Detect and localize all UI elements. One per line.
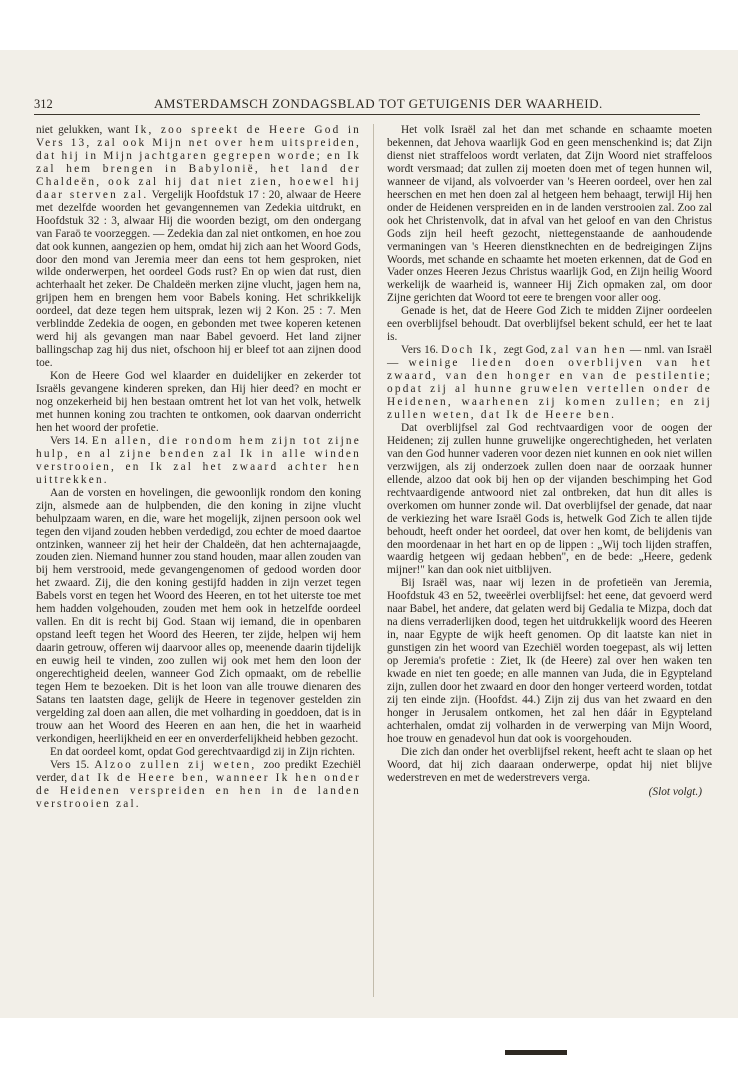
spaced-quotation: Alzoo zullen zij weten, [94, 758, 264, 771]
page-number: 312 [34, 97, 53, 111]
end-rule [505, 1050, 567, 1055]
paragraph: En dat oordeel komt, opdat God gerechtvaardigd zij in Zijn richten. [50, 745, 355, 758]
spaced-quotation: weinige lieden doen overblijven van het zwaard, van den honger en van de pestilentie; opdat zij al hunne gruwelen vertellen onder de Heidenen, waarhenen zij komen zullen; en zij zullen weten, dat Ik de Heere ben. [387, 357, 712, 421]
verse-paragraph: Vers 14. En allen, die rondom hem zijn tot zijne hulp, en al zijne benden zal Ik in alle winden verstrooien, en Ik zal het zwaard achter hen uittrekken. [36, 434, 361, 486]
verse-paragraph: Vers 15. Alzoo zullen zij weten, zoo predikt Ezechiël verder, dat Ik de Heere ben, wanneer Ik hen onder de Heidenen verspreiden en hen in de landen verstrooien zal. [36, 758, 362, 810]
spaced-quotation: Ik, zoo spreekt de Heere God in Vers 13, [36, 124, 362, 149]
paragraph: Bij Israël was, naar wij lezen in de profetieën van Jeremia, Hoofdstuk 43 en 52, tweeërlei overblijfsel: het eene, dat gevoerd werd naar Babel, het andere, dat gelaten werd bij Gedalia te Mizpa, doch dat na diens verraderlijken dood, tegen het uitdrukkelijk woord des Heeren in, naar Egypte de wijk heeft genomen. Op dit laatste kan niet in gunstigen zin het woord van Ezechiël worden toegepast, als wij letten op Jeremia's profetie : Ziet, Ik (de Heere) zal over hen waken ten kwade en niet ten goede; en alle mannen van Juda, die in Egypteland zijn, zullen door het zwaard en door den honger verteerd worden, totdat zij ten einde zijn. (Hoofdst. 44.) Zijn zij dus van het zwaard en den honger in Jerusalem ontkomen, het zal hen dáár in Egypteland achterhalen, omdat zij volharden in de verwerping van Mijn Woord, hoe trouw en genadevol hun dat ook is voorgehouden. [387, 577, 712, 745]
header-rule [34, 114, 700, 115]
spaced-quotation: dat Ik de Heere ben, wanneer Ik hen onder de Heidenen verspreiden en hen in de landen verstrooien zal. [36, 771, 362, 810]
paragraph: Kon de Heere God wel klaarder en duidelijker en zekerder tot Israëls gevangene kinderen spreken, dan Hij hier deed? en mocht er nog onzekerheid bij hen bestaan omtrent het lot van het volk, hetwelk met hunnen koning zou trachten te ontkomen, ook daarvan onderricht hen het woord der profetie. [36, 370, 361, 434]
spaced-quotation: zal van hen [550, 344, 627, 357]
verse-paragraph: Vers 16. Doch Ik, zegt God, zal van hen — nml. van Israël — weinige lieden doen overblijven van het zwaard, van den honger en van de pestilentie; opdat zij al hunne gruwelen vertellen onder de Heidenen, waarhenen zij komen zullen; en zij zullen weten, dat Ik de Heere ben. [387, 344, 713, 421]
right-column [387, 124, 712, 799]
left-column [36, 124, 361, 811]
paragraph: Dat overblijfsel zal God rechtvaardigen voor de oogen der Heidenen; zij zullen hunne gruwelijke ongerechtigheden, het verlaten van den God hunner vaderen voor dezen niet kunnen en ook niet willen verzwijgen, als zij onderzoek zullen doen naar de oorzaak hunner ellende, alzoo dat ook bij hen op der vijanden beschimping het God rechtvaardigende antwoord niet zal ontbreken, dat hun dit alles is overkomen om hunner zonde wil. Dat overblijfsel der genade, dat naar de verkiezing het ware Israël Gods is, hetwelk God Zich te allen tijde behoudt, heeft onder het oordeel, dat over hen komt, de belijdenis van den moordenaar in het hart en op de lippen : „Wij toch lijden straffen, waardig hetgeen wij gedaan hebben", en de bede: „Heere, gedenk mijner!" kan dan ook niet uitblijven. [387, 421, 712, 577]
paragraph: Het volk Israël zal het dan met schande en schaamte moeten bekennen, dat Jehova waarlijk God en geen menschenkind is; dat Zijn dienst niet straffeloos wordt verlaten, dat Zijn Woord niet straffeloos wordt versmaad; dat zullen zij moeten doen met of tegen hunnen wil, wanneer de vijand, als volvoerder van 's Heeren oordeel, over hen zal heerschen en met hen doen zal al hetgeen hem behaagt, terwijl Hij hen onder de Heidenen verspreiden en in de landen verstrooien zal. Zoo zal ook het Christenvolk, dat in afval van het geloof en van den Christus Gods zijn heil heeft gezocht, niettegenstaande de aanhoudende vermaningen van 's Heeren dienstknechten en de bedreigingen Zijns Woords, met schande en schaamte het moeten erkennen, dat de God en Vader onzes Heeren Jezus Christus waarlijk God, en Zijn heilig Woord werkelijk de waarheid is, wanneer Hij Zich opmaken zal, om door Zijne gerichten dat Woord tot eere te brengen voor aller oog. [387, 124, 712, 305]
column-divider [373, 124, 374, 997]
paragraph: Aan de vorsten en hovelingen, die gewoonlijk rondom den koning zijn, alsmede aan de hulpbenden, die den koning in zijne vlucht behulpzaam waren, en die, ware het mogelijk, zijnen persoon ook wel tegen den vijand zouden hebben verdedigd, zou echter de moed daartoe ontzinken, wanneer zij het heir der Chaldeën, dat hen achternajaagde, zouden zien. Niemand hunner zou stand houden, maar allen zouden van bij hem verstrooid, mede gevangengenomen of gedood worden door het zwaard. Zij, die den koning gestijfd hadden in zijn verzet tegen Babels vorst en tegen het Woord des Heeren, en tot het uiterste toe met hem hadden volgehouden, zouden met hem ook in hetzelfde oordeel vallen. En dit is recht bij God. Staan wij iemand, die in openbaren opstand leeft tegen het Woord des Heeren, ter zijde, helpen wij hem daarin getrouw, offeren wij daarvoor alles op, meenende daarin tijdelijk en euwig heil te vinden, zoo zullen wij ook met hem den loon der ongerechtigheid deelen, wanneer God Zich opmaakt, om de rebellie tegen Hem te bezoeken. Dit is het loon van alle trouwe dienaren des Satans ten laatsten dage, gelijk de Heere in tegenover gestelden zin vergelding zal doen aan allen, die met volharding in goeddoen, dat is in trouw aan het Woord des Heeren en aan hen, die het in waarheid verkondigen, heerlijkheid en eer en onverderfelijkheid hebben gezocht. [36, 486, 361, 745]
spaced-quotation: Doch Ik, [441, 344, 504, 357]
paragraph: niet gelukken, want Ik, zoo spreekt de Heere God in Vers 13, zal ook Mijn net over hem uitspreiden, dat hij in Mijn jachtgaren gegrepen worde; en Ik zal hem brengen in Babylonië, het land der Chaldeën, ook zal hij dat niet zien, hoewel hij daar sterven zal. Vergelijk Hoofdstuk 17 : 20, alwaar de Heere met dezelfde woorden het gevangennemen van Zedekia uitdrukt, en Hoofdstuk 32 : 3, alwaar Hij die woorden bezigt, om den ondergang van Faraö te voorzeggen. — Zedekia dan zal niet ontkomen, en hoe zou dat ook kunnen, aangezien op hem, omdat hij zich aan het Woord Gods, door den mond van Jeremia meer dan eens tot hem gesproken, niet wilde onderwerpen, het oordeel Gods rust? En op wien dat rust, dien achterhaalt het zeker. De Chaldeën merken zijne vlucht, jagen hem na, grijpen hem en brengen hem voor Babels koning. Het schrikkelijk oordeel, dat deze tegen hem uitsprak, lezen wij 2 Kon. 25 : 7. Men verblindde Zedekia de oogen, en gebonden met twee koperen ketenen werd hij als gevangen man naar Babel gevoerd. Het land zijner ballingschap zag hij dus niet, ofschoon hij er bleef tot aan zijnen dood toe. [36, 124, 362, 370]
paragraph: Genade is het, dat de Heere God Zich te midden Zijner oordeelen een overblijfsel behoudt. Dat overblijfsel bekent schuld, eer het te laat is. [387, 305, 712, 344]
sign-off: (Slot volgt.) [648, 785, 702, 798]
paragraph: Die zich dan onder het overblijfsel rekent, heeft acht te slaan op het Woord, dat hij zich daaraan onderwerpe, opdat hij niet blijve wederstreven en met de wederstrevers verga. [387, 745, 712, 784]
running-header [34, 95, 700, 113]
spaced-quotation: En allen, die rondom hem zijn tot zijne hulp, en al zijne benden zal Ik in alle winden verstrooien, en Ik zal het zwaard achter hen uittrekken. [36, 434, 361, 486]
page [0, 50, 738, 1018]
spaced-quotation: zal ook Mijn net over hem uitspreiden, dat hij in Mijn jachtgaren gegrepen worde; en Ik zal hem brengen in Babylonië, het land der Chaldeën, ook zal hij dat niet zien, hoewel hij daar sterven zal. [36, 136, 361, 201]
running-title: AMSTERDAMSCH ZONDAGSBLAD TOT GETUIGENIS DER WAARHEID. [154, 96, 603, 111]
